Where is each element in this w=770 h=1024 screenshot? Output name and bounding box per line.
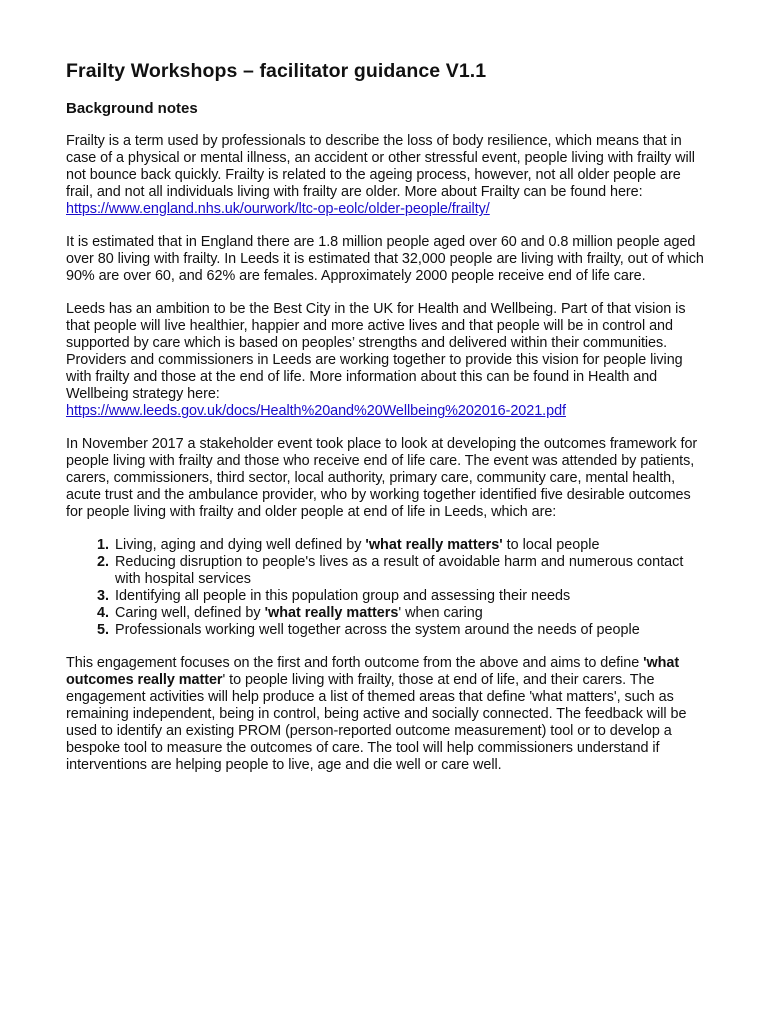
document-page — [66, 60, 706, 790]
paragraph-leeds-ambition — [66, 301, 706, 420]
list-item: 3. Identifying all people in this population group and assessing their needs — [113, 588, 706, 605]
paragraph-stakeholder-event: In November 2017 a stakeholder event took place to look at developing the outcomes framework for people living with frailty and those who receive end of life care. The event was attended by patients, carers, commissioners, third sector, local authority, primary care, community care, mental health, acute trust and the ambulance provider, who by working together identified five desirable outcomes for people living with frailty and older people at end of life in Leeds, which are: — [66, 436, 698, 521]
paragraph-engagement: This engagement focuses on the first and forth outcome from the above and aims to define 'what outcomes really matter' to people living with frailty, those at end of life, and their carers. The engagement activities will help produce a list of themed areas that define 'what matters', such as remaining independent, being in control, being active and socially connected. The feedback will be used to identify an existing PROM (person-reported outcome measurement) tool or to develop a bespoke tool to measure the outcomes of care. The tool will help commissioners understand if interventions are helping people to live, age and die well or care well. — [66, 655, 687, 774]
list-item: 2. Reducing disruption to people's lives as a result of avoidable harm and numerous contact with hospital services — [113, 554, 706, 588]
outcomes-list — [66, 537, 706, 639]
paragraph-statistics: It is estimated that in England there are 1.8 million people aged over 60 and 0.8 million people aged over 80 living with frailty. In Leeds it is estimated that 32,000 people are living with frailty, out of which 90% are over 60, and 62% are females. Approximately 2000 people receive end of life care. — [66, 234, 704, 285]
list-item: 4. Caring well, defined by 'what really matters' when caring — [113, 605, 706, 622]
paragraph-text: Leeds has an ambition to be the Best City in the UK for Health and Wellbeing. Part of that vision is that people will live healthier, happier and more active lives and that people will be in control and supported by care which is based on peoples’ strengths and delivered within their communities. Providers and commissioners in Leeds are working together to provide this vision for people living with frailty and those at the end of life. More information about this can be found in Health and Wellbeing strategy here: — [66, 301, 686, 403]
list-item: 5. Professionals working well together across the system around the needs of people — [113, 622, 706, 639]
leeds-strategy-link[interactable]: https://www.leeds.gov.uk/docs/Health%20and%20Wellbeing%202016-2021.pdf — [66, 403, 566, 420]
emphasis-text: 'what really matters' — [365, 537, 503, 554]
emphasis-text: 'what outcomes really matter — [66, 655, 680, 689]
document-title: Frailty Workshops – facilitator guidance V1.1 — [66, 60, 487, 82]
nhs-frailty-link[interactable]: https://www.england.nhs.uk/ourwork/ltc-op-eolc/older-people/frailty/ — [66, 201, 490, 218]
section-heading: Background notes — [66, 100, 198, 118]
list-item: 1. Living, aging and dying well defined by 'what really matters' to local people — [113, 537, 706, 554]
emphasis-text: 'what really matters — [264, 605, 399, 622]
paragraph-text: Frailty is a term used by professionals to describe the loss of body resilience, which means that in case of a physical or mental illness, an accident or other stressful event, people living with frailty will not bounce back quickly. Frailty is related to the ageing process, however, not all older people are frail, and not all individuals living with frailty are older. More about Frailty can be found here: — [66, 133, 695, 201]
paragraph-frailty-definition — [66, 133, 706, 218]
